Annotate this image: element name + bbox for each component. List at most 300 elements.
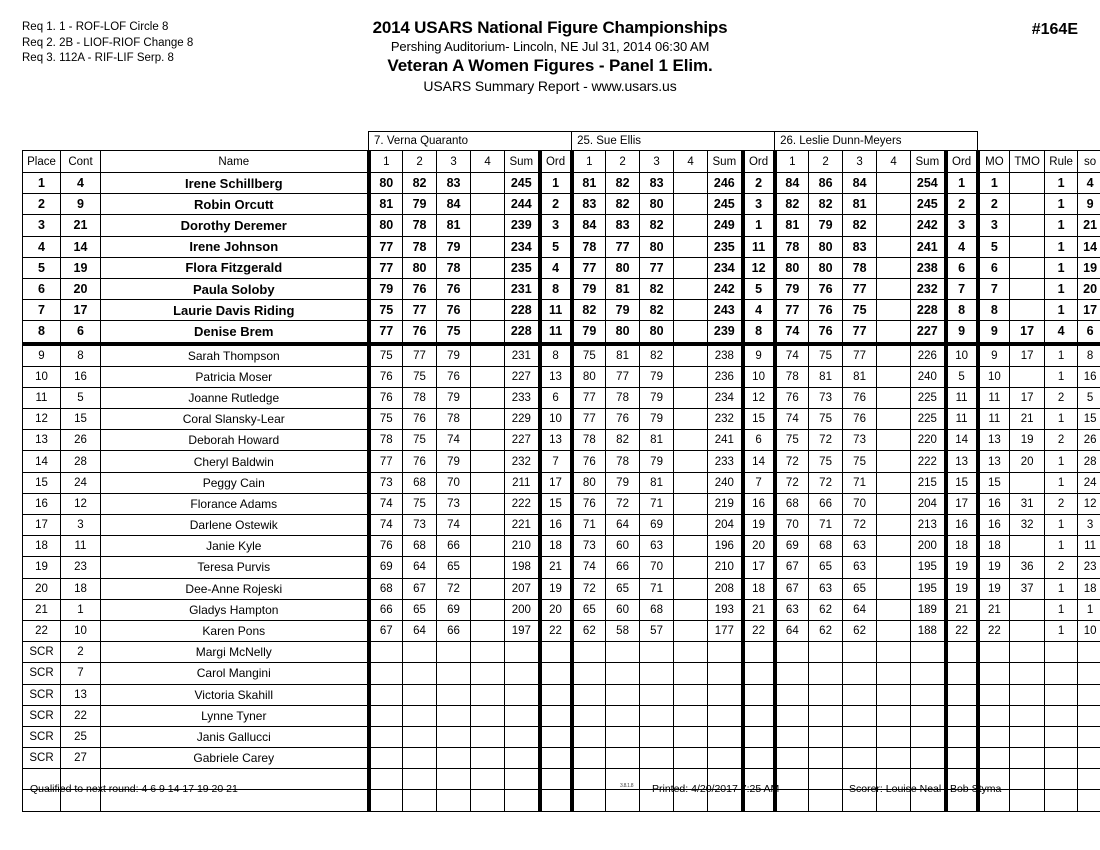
cell-j3-fig2: [809, 684, 843, 705]
cell-j1-fig3: 73: [437, 493, 471, 514]
cell-j3-sum: [911, 642, 946, 663]
cell-j2-fig4: [674, 705, 708, 726]
cell-j1-ord: 5: [540, 236, 572, 257]
table-row: [23, 726, 1100, 747]
cell-j3-ord: 13: [946, 451, 978, 472]
cell-j2-fig2: 82: [606, 173, 640, 194]
cell-place: 21: [23, 599, 61, 620]
cell-j3-sum: 225: [911, 409, 946, 430]
cell-j1-sum: 207: [505, 578, 540, 599]
cell-rule: 1: [1045, 194, 1078, 215]
cell-name: Sarah Thompson: [101, 344, 369, 367]
report-subtitle: USARS Summary Report - www.usars.us: [423, 78, 677, 94]
cell-so: 16: [1078, 366, 1100, 387]
cell-cont: 4: [61, 173, 101, 194]
cell-j1-fig1: 79: [369, 278, 403, 299]
cell-j3-sum: [911, 748, 946, 769]
cell-j3-fig3: 71: [843, 472, 877, 493]
cell-j1-fig2: 76: [403, 409, 437, 430]
cell-j3-sum: 220: [911, 430, 946, 451]
cell-j3-fig2: 80: [809, 257, 843, 278]
column-header-mo: MO: [978, 151, 1010, 173]
cell-j3-sum: 213: [911, 515, 946, 536]
cell-name: Dorothy Deremer: [101, 215, 369, 236]
cell-name: Florance Adams: [101, 493, 369, 514]
cell-tmo: [1010, 300, 1045, 321]
cell-j3-ord: 3: [946, 215, 978, 236]
cell-mo: 3: [978, 215, 1010, 236]
cell-j2-fig4: [674, 493, 708, 514]
cell-j1-fig1: 80: [369, 215, 403, 236]
column-header-j3-f4: 4: [877, 151, 911, 173]
cell-j3-fig3: 77: [843, 321, 877, 344]
cell-j3-fig2: 62: [809, 599, 843, 620]
cell-j2-fig4: [674, 472, 708, 493]
cell-j1-sum: 197: [505, 620, 540, 641]
cell-j2-ord: 17: [743, 557, 775, 578]
cell-j1-fig1: 77: [369, 451, 403, 472]
cell-j2-sum: [708, 642, 743, 663]
cell-cont: 13: [61, 684, 101, 705]
cell-j3-ord: [946, 726, 978, 747]
cell-j2-ord: [743, 684, 775, 705]
cell-j2-fig4: [674, 620, 708, 641]
cell-j2-sum: [708, 748, 743, 769]
cell-j2-fig4: [674, 366, 708, 387]
cell-place: 22: [23, 620, 61, 641]
cell-j1-fig1: 69: [369, 557, 403, 578]
cell-j3-fig1: 80: [775, 257, 809, 278]
cell-so: 9: [1078, 194, 1100, 215]
cell-j3-fig1: [775, 663, 809, 684]
cell-j3-sum: [911, 726, 946, 747]
cell-j2-fig1: 62: [572, 620, 606, 641]
cell-j3-fig4: [877, 493, 911, 514]
cell-j2-fig1: 83: [572, 194, 606, 215]
cell-so: 12: [1078, 493, 1100, 514]
cell-j2-fig3: 80: [640, 236, 674, 257]
cell-mo: 5: [978, 236, 1010, 257]
cell-j2-fig1: 82: [572, 300, 606, 321]
cell-rule: [1045, 642, 1078, 663]
cell-j2-sum: [708, 684, 743, 705]
cell-j2-fig3: 83: [640, 173, 674, 194]
cell-j3-fig2: 82: [809, 194, 843, 215]
page-header: [0, 0, 1100, 118]
cell-j2-fig3: 82: [640, 344, 674, 367]
cell-j2-fig4: [674, 451, 708, 472]
qualified-list: Qualified to next round: 4 6 9 14 17 19 20 21: [30, 783, 238, 795]
cell-j1-fig1: [369, 705, 403, 726]
cell-j3-fig2: [809, 726, 843, 747]
cell-tmo: [1010, 748, 1045, 769]
cell-j2-fig2: 76: [606, 409, 640, 430]
cell-j2-fig2: 65: [606, 578, 640, 599]
cell-j3-fig3: 76: [843, 387, 877, 408]
cell-j2-fig1: [572, 726, 606, 747]
cell-rule: 2: [1045, 557, 1078, 578]
cell-j2-sum: 234: [708, 257, 743, 278]
cell-j1-ord: 11: [540, 300, 572, 321]
cell-cont: 22: [61, 705, 101, 726]
cell-tmo: 17: [1010, 344, 1045, 367]
cell-j2-ord: 18: [743, 578, 775, 599]
cell-j3-ord: 14: [946, 430, 978, 451]
cell-j1-sum: 231: [505, 344, 540, 367]
cell-j1-fig2: 78: [403, 215, 437, 236]
cell-so: 1: [1078, 599, 1100, 620]
cell-tmo: [1010, 705, 1045, 726]
cell-j1-fig1: 75: [369, 344, 403, 367]
cell-j2-sum: 242: [708, 278, 743, 299]
cell-j3-sum: 195: [911, 578, 946, 599]
cell-so: 5: [1078, 387, 1100, 408]
cell-j3-fig4: [877, 236, 911, 257]
cell-j2-ord: [743, 726, 775, 747]
cell-j2-fig4: [674, 215, 708, 236]
cell-j2-fig1: 77: [572, 257, 606, 278]
cell-j1-fig4: [471, 726, 505, 747]
column-header-cont: Cont: [61, 151, 101, 173]
cell-j3-fig3: 76: [843, 409, 877, 430]
cell-j2-ord: 11: [743, 236, 775, 257]
cell-j2-fig4: [674, 536, 708, 557]
cell-j1-sum: 233: [505, 387, 540, 408]
cell-j2-fig4: [674, 257, 708, 278]
cell-j3-fig1: 78: [775, 236, 809, 257]
cell-rule: [1045, 663, 1078, 684]
cell-j1-fig4: [471, 344, 505, 367]
cell-j2-fig1: [572, 642, 606, 663]
scorer-credit: Scorer: Louise Neal / Bob Styma: [849, 783, 1002, 795]
cell-place: 9: [23, 344, 61, 367]
cell-name: Joanne Rutledge: [101, 387, 369, 408]
cell-j1-fig4: [471, 257, 505, 278]
cell-j3-sum: 215: [911, 472, 946, 493]
cell-j1-ord: [540, 748, 572, 769]
cell-place: SCR: [23, 663, 61, 684]
cell-tmo: 19: [1010, 430, 1045, 451]
cell-j1-fig1: 76: [369, 366, 403, 387]
column-header-j2-ord: Ord: [743, 151, 775, 173]
cell-place: 1: [23, 173, 61, 194]
cell-j1-fig4: [471, 278, 505, 299]
column-header-j1-sum: Sum: [505, 151, 540, 173]
cell-j3-sum: 195: [911, 557, 946, 578]
page-title: 2014 USARS National Figure Championships: [372, 18, 728, 37]
requirement-3: Req 3. 112A - RIF-LIF Serp. 8: [22, 52, 174, 65]
judge-banner-row: [23, 132, 1100, 151]
judge-header-2: 25. Sue Ellis: [572, 132, 775, 151]
cell-j3-ord: 7: [946, 278, 978, 299]
cell-j3-sum: 222: [911, 451, 946, 472]
cell-j2-fig4: [674, 642, 708, 663]
cell-j2-fig1: [572, 684, 606, 705]
cell-j2-fig2: 79: [606, 300, 640, 321]
cell-j3-fig1: 69: [775, 536, 809, 557]
cell-j1-ord: [540, 726, 572, 747]
cell-j2-fig3: [640, 663, 674, 684]
cell-j2-fig1: [572, 705, 606, 726]
table-row: [23, 278, 1100, 299]
cell-rule: 1: [1045, 215, 1078, 236]
cell-j2-fig2: 79: [606, 472, 640, 493]
table-row: [23, 451, 1100, 472]
cell-j3-fig1: 84: [775, 173, 809, 194]
cell-j1-ord: 22: [540, 620, 572, 641]
cell-j2-fig2: 80: [606, 257, 640, 278]
cell-j2-fig4: [674, 321, 708, 344]
venue-line: Pershing Auditorium- Lincoln, NE Jul 31, 2014 06:30 AM: [390, 39, 710, 54]
cell-j3-sum: [911, 663, 946, 684]
cell-j2-fig2: 78: [606, 387, 640, 408]
table-row: [23, 257, 1100, 278]
cell-so: 6: [1078, 321, 1100, 344]
cell-tmo: 32: [1010, 515, 1045, 536]
cell-j1-ord: 16: [540, 515, 572, 536]
cell-tmo: [1010, 726, 1045, 747]
cell-j3-fig1: 75: [775, 430, 809, 451]
cell-j3-fig2: [809, 663, 843, 684]
cell-j3-fig1: [775, 684, 809, 705]
cell-j3-fig4: [877, 642, 911, 663]
cell-rule: 1: [1045, 599, 1078, 620]
cell-rule: 2: [1045, 493, 1078, 514]
cell-place: 5: [23, 257, 61, 278]
cell-j3-fig4: [877, 173, 911, 194]
cell-mo: 8: [978, 300, 1010, 321]
cell-j2-ord: 7: [743, 472, 775, 493]
cell-j1-sum: 211: [505, 472, 540, 493]
cell-j1-fig2: 78: [403, 387, 437, 408]
cell-j3-fig3: 64: [843, 599, 877, 620]
cell-j1-fig1: 81: [369, 194, 403, 215]
cell-place: 2: [23, 194, 61, 215]
cell-cont: 3: [61, 515, 101, 536]
cell-j3-sum: 241: [911, 236, 946, 257]
table-row: [23, 642, 1100, 663]
cell-mo: [978, 705, 1010, 726]
cell-j1-fig2: 73: [403, 515, 437, 536]
cell-j1-fig4: [471, 536, 505, 557]
cell-place: SCR: [23, 726, 61, 747]
cell-j1-fig4: [471, 663, 505, 684]
cell-j1-sum: 235: [505, 257, 540, 278]
results-table-container: [22, 131, 1098, 812]
cell-rule: 4: [1045, 321, 1078, 344]
table-row: [23, 366, 1100, 387]
cell-j2-fig1: 76: [572, 493, 606, 514]
cell-j2-fig4: [674, 409, 708, 430]
cell-name: Janie Kyle: [101, 536, 369, 557]
cell-name: Coral Slansky-Lear: [101, 409, 369, 430]
results-table: [22, 131, 1100, 812]
cell-j2-sum: 238: [708, 344, 743, 367]
cell-j3-fig2: 80: [809, 236, 843, 257]
cell-j1-fig3: 74: [437, 430, 471, 451]
cell-j1-sum: 244: [505, 194, 540, 215]
requirement-2: Req 2. 2B - LIOF-RIOF Change 8: [22, 36, 194, 49]
cell-rule: 1: [1045, 236, 1078, 257]
cell-j3-fig4: [877, 705, 911, 726]
cell-j1-ord: 20: [540, 599, 572, 620]
cell-so: 11: [1078, 536, 1100, 557]
cell-j1-fig3: 75: [437, 321, 471, 344]
column-header-so: so: [1078, 151, 1100, 173]
cell-j2-sum: [708, 705, 743, 726]
cell-j3-sum: [911, 705, 946, 726]
cell-j1-fig4: [471, 300, 505, 321]
cell-j2-ord: 8: [743, 321, 775, 344]
cell-j2-fig2: [606, 748, 640, 769]
cell-j2-fig1: [572, 663, 606, 684]
cell-rule: 1: [1045, 366, 1078, 387]
cell-j1-sum: [505, 705, 540, 726]
cell-j2-ord: [743, 642, 775, 663]
cell-j2-fig2: 81: [606, 344, 640, 367]
cell-name: Laurie Davis Riding: [101, 300, 369, 321]
column-header-j1-f4: 4: [471, 151, 505, 173]
cell-j1-fig3: 69: [437, 599, 471, 620]
cell-j1-sum: 221: [505, 515, 540, 536]
cell-j1-fig4: [471, 578, 505, 599]
cell-j2-ord: 6: [743, 430, 775, 451]
cell-j2-fig3: 80: [640, 194, 674, 215]
cell-j3-fig4: [877, 344, 911, 367]
cell-rule: [1045, 705, 1078, 726]
judge-banner-spacer: [23, 132, 369, 151]
cell-j3-ord: 21: [946, 599, 978, 620]
cell-so: [1078, 642, 1100, 663]
cell-j1-fig1: 74: [369, 515, 403, 536]
cell-j3-fig4: [877, 557, 911, 578]
cell-so: [1078, 726, 1100, 747]
cell-j3-fig4: [877, 536, 911, 557]
cell-j1-fig2: 76: [403, 451, 437, 472]
cell-mo: 9: [978, 321, 1010, 344]
cell-j2-fig3: [640, 642, 674, 663]
cell-j3-fig1: [775, 705, 809, 726]
cell-j3-sum: [911, 684, 946, 705]
cell-j3-ord: 4: [946, 236, 978, 257]
cell-j1-ord: 3: [540, 215, 572, 236]
cell-cont: 16: [61, 366, 101, 387]
cell-j2-fig2: 82: [606, 430, 640, 451]
cell-j3-fig4: [877, 257, 911, 278]
cell-j3-fig4: [877, 366, 911, 387]
page-footer: [22, 783, 1034, 801]
cell-j2-ord: 19: [743, 515, 775, 536]
cell-tmo: [1010, 642, 1045, 663]
cell-j1-sum: 232: [505, 451, 540, 472]
cell-mo: 11: [978, 409, 1010, 430]
cell-j3-fig1: [775, 748, 809, 769]
cell-j3-fig3: 62: [843, 620, 877, 641]
cell-j3-ord: 6: [946, 257, 978, 278]
cell-name: Lynne Tyner: [101, 705, 369, 726]
cell-rule: 2: [1045, 387, 1078, 408]
table-row: [23, 557, 1100, 578]
cell-j1-fig1: 77: [369, 257, 403, 278]
cell-name: Gabriele Carey: [101, 748, 369, 769]
cell-j3-fig3: 63: [843, 557, 877, 578]
cell-j3-fig4: [877, 748, 911, 769]
column-header-tmo: TMO: [1010, 151, 1045, 173]
cell-j1-fig4: [471, 599, 505, 620]
cell-place: 13: [23, 430, 61, 451]
cell-j2-fig1: 78: [572, 236, 606, 257]
cell-j2-sum: 210: [708, 557, 743, 578]
cell-j3-ord: 2: [946, 194, 978, 215]
cell-j3-ord: [946, 684, 978, 705]
cell-j1-fig1: 78: [369, 430, 403, 451]
cell-j3-ord: 18: [946, 536, 978, 557]
cell-place: 14: [23, 451, 61, 472]
cell-j1-ord: 2: [540, 194, 572, 215]
cell-tmo: [1010, 472, 1045, 493]
cell-j2-sum: 234: [708, 387, 743, 408]
event-number: #164E: [1031, 21, 1078, 38]
cell-place: SCR: [23, 748, 61, 769]
cell-j1-fig4: [471, 493, 505, 514]
table-row: [23, 472, 1100, 493]
cell-tmo: [1010, 278, 1045, 299]
cell-j3-ord: [946, 642, 978, 663]
cell-j1-sum: 228: [505, 300, 540, 321]
cell-j2-ord: 4: [743, 300, 775, 321]
cell-j2-fig4: [674, 515, 708, 536]
cell-j2-ord: [743, 663, 775, 684]
cell-place: 3: [23, 215, 61, 236]
cell-j3-fig1: 74: [775, 344, 809, 367]
cell-j2-ord: 12: [743, 387, 775, 408]
cell-j2-fig4: [674, 726, 708, 747]
cell-j3-fig3: 75: [843, 300, 877, 321]
cell-j1-fig1: 68: [369, 578, 403, 599]
cell-j2-fig3: 82: [640, 278, 674, 299]
column-header-j3-sum: Sum: [911, 151, 946, 173]
cell-j1-sum: 210: [505, 536, 540, 557]
cell-j2-sum: 236: [708, 366, 743, 387]
table-row: [23, 321, 1100, 344]
cell-tmo: [1010, 536, 1045, 557]
cell-j1-fig1: 80: [369, 173, 403, 194]
cell-tmo: [1010, 173, 1045, 194]
column-header-j1-f3: 3: [437, 151, 471, 173]
cell-j2-fig3: 63: [640, 536, 674, 557]
cell-j3-fig1: 68: [775, 493, 809, 514]
cell-j3-fig2: 86: [809, 173, 843, 194]
cell-cont: 20: [61, 278, 101, 299]
cell-so: 26: [1078, 430, 1100, 451]
cell-j2-sum: 246: [708, 173, 743, 194]
column-header-rule: Rule: [1045, 151, 1078, 173]
cell-j2-fig1: 65: [572, 599, 606, 620]
cell-j2-fig3: [640, 705, 674, 726]
cell-rule: 1: [1045, 620, 1078, 641]
cell-j2-fig3: 70: [640, 557, 674, 578]
cell-j2-fig2: 77: [606, 366, 640, 387]
cell-j1-ord: 7: [540, 451, 572, 472]
cell-j3-fig3: 84: [843, 173, 877, 194]
cell-j1-ord: 17: [540, 472, 572, 493]
cell-j2-fig1: 73: [572, 536, 606, 557]
cell-j2-fig4: [674, 236, 708, 257]
cell-j3-fig3: [843, 642, 877, 663]
cell-j2-fig1: 80: [572, 472, 606, 493]
cell-tmo: 20: [1010, 451, 1045, 472]
cell-j2-fig2: 66: [606, 557, 640, 578]
